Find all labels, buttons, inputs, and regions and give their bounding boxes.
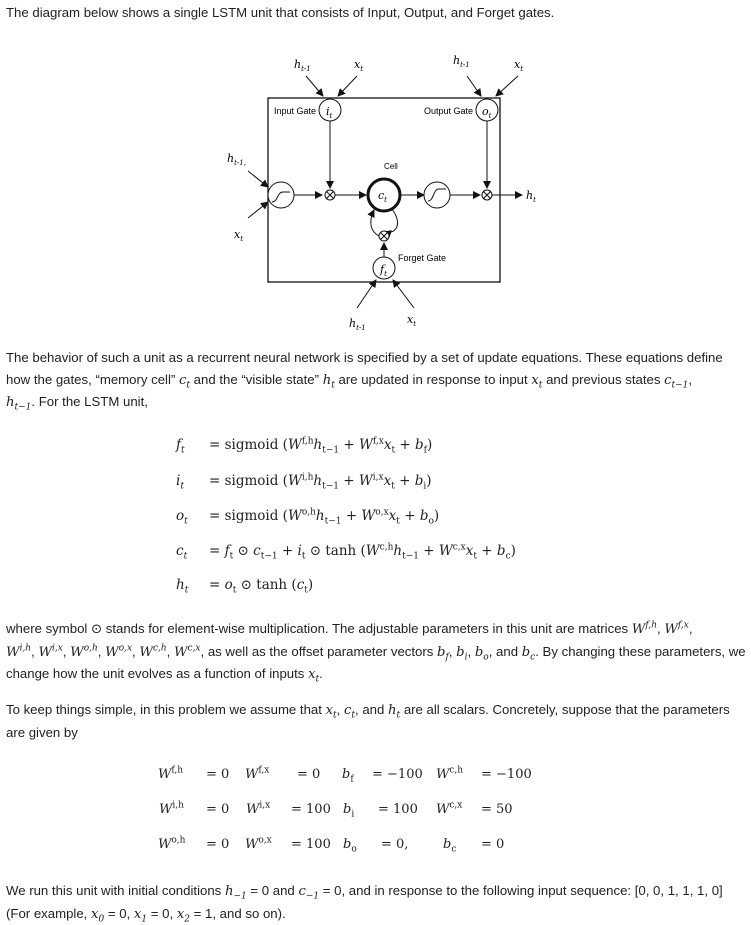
- c-t-symbol: $c_t$: [378, 189, 387, 204]
- forget-gate-label: Forget Gate: [398, 253, 447, 263]
- paragraph-initial-conditions: We run this unit with initial conditions $h_{-1} = 0$ and $c_{-1} = 0$, and in response to the following input sequence: [0, 0, 1, 1, 1, 0] (For example, $x_0 = 0$, $x_1 = 0$, $x_2 = 1$, and so on).: [6, 883, 723, 925]
- x-t-top-left: $x_t$: [354, 58, 364, 73]
- paragraph-behavior: The behavior of such a unit as a recurrent neural network is specified by a set of update equations. These equations define how the gates, “memory cell” $c_t$ and the “visible state” $h_t$ are updated in response to input $x_t$ and previous states $c_{t-1}$, $h_{t-1}$. For the LSTM unit,: [6, 350, 723, 413]
- output-gate-label: Output Gate: [424, 106, 474, 116]
- h-prev-top-left: $h_{t-1}$: [294, 58, 311, 73]
- input-gate-label: Input Gate: [274, 106, 317, 116]
- i-t-symbol: $i_t$: [326, 105, 333, 120]
- lstm-diagram: [218, 48, 548, 338]
- cell-label: Cell: [384, 162, 398, 171]
- output-tanh-node: [424, 182, 450, 208]
- x-t-left: $x_t$: [234, 228, 244, 243]
- h-prev-top-right: $h_{t-1}$: [453, 54, 470, 69]
- x-t-top-right: $x_t$: [514, 58, 524, 73]
- x-t-bottom: $x_t$: [407, 313, 417, 328]
- intro-text: The diagram below shows a single LSTM unit that consists of Input, Output, and Forget gates.: [6, 5, 555, 20]
- h-t-output: $h_t$: [526, 189, 536, 204]
- h-prev-left: $h_{t-1,}$: [227, 152, 246, 167]
- f-t-symbol: $f_t$: [380, 263, 387, 278]
- o-t-symbol: $o_t$: [482, 105, 492, 120]
- input-sigmoid-node: [268, 182, 294, 208]
- h-prev-bottom: $h_{t-1}$: [349, 317, 366, 332]
- paragraph-parameters: where symbol ⊙ stands for element-wise multiplication. The adjustable parameters in this unit are matrices W$^{f,h}$, W$^{f,x}$, W$^{i,h}$, W$^{i,x}$, W$^{o,h}$, W$^{o,x}$, W$^{c,h}$, W$^{c,x}$, as well as the offset parameter vectors $b_f$, $b_i$, $b_o$, and $b_c$. By changing these parameters, we change how the unit evolves as a function of inputs $x_t$.: [6, 620, 746, 685]
- paragraph-scalars: To keep things simple, in this problem we assume that $x_t$, $c_t$, and $h_t$ are all scalars. Concretely, suppose that the parameters are given by: [6, 702, 730, 740]
